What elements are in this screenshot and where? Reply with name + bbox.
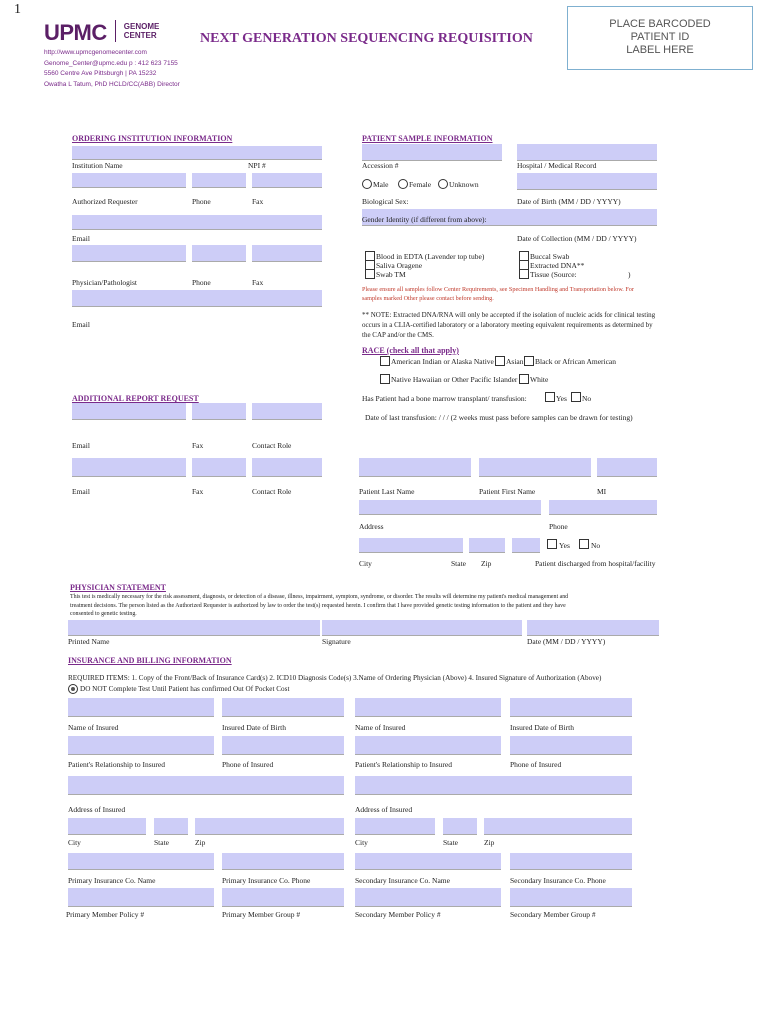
primary-group-label: Primary Member Group #: [222, 910, 301, 919]
transfusion-date-label: Date of last transfusion: / / / (2 weeks must pass before samples can be drawn for testing): [365, 413, 633, 422]
barcode-line1: PLACE BARCODED: [609, 18, 711, 30]
patient-zip-field[interactable]: [512, 538, 540, 553]
secondary-insured-name-field[interactable]: [355, 698, 501, 717]
sex-female-radio[interactable]: [398, 179, 408, 189]
physician-fax-label: Fax: [252, 278, 264, 287]
transplant-question: Has Patient had a bone marrow transplant/ transfusion:: [362, 394, 527, 403]
statement-date-field[interactable]: [527, 620, 659, 636]
primary-relationship-field[interactable]: [68, 736, 214, 755]
contact-address: 5560 Centre Ave Pittsburgh | PA 15232: [44, 70, 157, 77]
patient-sample-heading: PATIENT SAMPLE INFORMATION: [362, 134, 493, 143]
patient-phone-field[interactable]: [549, 500, 657, 515]
additional-fax1-label: Fax: [192, 441, 204, 450]
transplant-yes-label: Yes: [556, 394, 567, 403]
contact-url[interactable]: http://www.upmcgenomecenter.com: [44, 49, 147, 56]
primary-group-field[interactable]: [222, 888, 344, 907]
physician-field[interactable]: [72, 245, 186, 262]
contact-block: [44, 48, 180, 90]
requester-fax-field[interactable]: [252, 173, 322, 188]
additional-fax1-field[interactable]: [192, 403, 246, 420]
secondary-insurance-phone-label: Secondary Insurance Co. Phone: [510, 876, 606, 885]
patient-address-field[interactable]: [359, 500, 541, 515]
date-collection-label: Date of Collection (MM / DD / YYYY): [517, 234, 637, 243]
primary-insured-dob-field[interactable]: [222, 698, 344, 717]
secondary-state-field[interactable]: [443, 818, 477, 835]
primary-insured-name-field[interactable]: [68, 698, 214, 717]
additional-email2-field[interactable]: [72, 458, 186, 477]
do-not-complete-label: DO NOT Complete Test Until Patient has confirmed Out Of Pocket Cost: [80, 685, 290, 693]
sex-unknown-radio[interactable]: [438, 179, 448, 189]
barcode-label-box: [567, 6, 753, 70]
secondary-insured-phone-label: Phone of Insured: [510, 760, 562, 769]
race-white-checkbox[interactable]: [519, 374, 529, 384]
secondary-insurance-name-field[interactable]: [355, 853, 501, 870]
logo-divider: [115, 20, 116, 42]
barcode-line3: LABEL HERE: [626, 44, 694, 56]
primary-insurance-phone-label: Primary Insurance Co. Phone: [222, 876, 311, 885]
dob-label: Date of Birth (MM / DD / YYYY): [517, 197, 621, 206]
secondary-insured-address-field[interactable]: [355, 776, 632, 795]
additional-email2-label: Email: [72, 487, 90, 496]
primary-insured-phone-field[interactable]: [222, 736, 344, 755]
sex-female-label: Female: [409, 180, 432, 189]
physician-fax-field[interactable]: [252, 245, 322, 262]
patient-state-label: State: [451, 559, 466, 568]
secondary-relationship-field[interactable]: [355, 736, 501, 755]
requester-phone-field[interactable]: [192, 173, 246, 188]
buccal-label: Buccal Swab: [530, 252, 570, 261]
logo-sub2: CENTER: [123, 31, 157, 40]
primary-policy-label: Primary Member Policy #: [66, 910, 145, 919]
npi-field[interactable]: [248, 146, 322, 160]
primary-policy-field[interactable]: [68, 888, 214, 907]
sex-male-label: Male: [373, 180, 389, 189]
patient-mi-label: MI: [597, 487, 607, 496]
page-number: 1: [14, 2, 21, 17]
transplant-no-checkbox[interactable]: [571, 392, 581, 402]
patient-phone-label: Phone: [549, 522, 568, 531]
authorized-requester-field[interactable]: [72, 173, 186, 188]
physician-phone-field[interactable]: [192, 245, 246, 262]
discharged-yes-label: Yes: [559, 541, 570, 550]
secondary-insured-address-label: Address of Insured: [355, 805, 413, 814]
additional-fax2-field[interactable]: [192, 458, 246, 477]
sex-unknown-label: Unknown: [449, 180, 479, 189]
authorized-requester-label: Authorized Requester: [72, 197, 138, 206]
physician-email-field[interactable]: [72, 290, 322, 307]
phone-label: Phone: [192, 197, 211, 206]
primary-state-label: State: [154, 838, 169, 847]
logo-brand: UPMC: [44, 20, 107, 45]
contact-director: Owatha L Tatum, PhD HCLD/CC(ABB) Director: [44, 80, 180, 88]
primary-zip-field[interactable]: [195, 818, 344, 835]
gender-identity-label: Gender Identity (if different from above):: [362, 215, 487, 224]
npi-label: NPI #: [248, 161, 266, 170]
logo-sub1: GENOME: [123, 22, 160, 31]
biological-sex-label: Biological Sex:: [362, 197, 409, 206]
discharged-yes-checkbox[interactable]: [547, 539, 557, 549]
primary-city-label: City: [68, 838, 81, 847]
secondary-zip-field[interactable]: [484, 818, 632, 835]
statement-line3: consented to genetic testing.: [70, 611, 137, 617]
physician-email-label: Email: [72, 320, 90, 329]
discharged-no-label: No: [591, 541, 601, 550]
institution-name-label: Institution Name: [72, 161, 123, 170]
primary-state-field[interactable]: [154, 818, 188, 835]
dna-note-line2: occurs in a CLIA-certified laboratory or a laboratory meeting equivalent requirements as determined by: [362, 321, 653, 329]
primary-insurance-phone-field[interactable]: [222, 853, 344, 870]
hospital-record-label: Hospital / Medical Record: [517, 161, 597, 170]
physician-statement-text: [70, 593, 568, 619]
additional-role2-label: Contact Role: [252, 487, 292, 496]
race-hawaiian-checkbox[interactable]: [380, 374, 390, 384]
secondary-insured-dob-label: Insured Date of Birth: [510, 723, 574, 732]
patient-state-field[interactable]: [469, 538, 505, 553]
statement-date-label: Date (MM / DD / YYYY): [527, 637, 606, 646]
blood-edta-label: Blood in EDTA (Lavender top tube): [376, 252, 485, 261]
primary-insurance-name-label: Primary Insurance Co. Name: [68, 876, 156, 885]
transplant-no-label: No: [582, 394, 592, 403]
secondary-insured-phone-field[interactable]: [510, 736, 632, 755]
race-black-label: Black or African American: [535, 357, 617, 366]
hospital-record-field[interactable]: [517, 144, 657, 161]
page-title: NEXT GENERATION SEQUENCING REQUISITION: [200, 31, 533, 46]
sample-note-line2: samples marked Other please contact before sending.: [362, 294, 494, 302]
barcode-line2: PATIENT ID: [630, 31, 690, 43]
discharged-label: Patient discharged from hospital/facility: [535, 559, 656, 568]
patient-city-field[interactable]: [359, 538, 463, 553]
additional-role1-field[interactable]: [252, 403, 322, 420]
primary-insured-name-label: Name of Insured: [68, 723, 119, 732]
institution-name-field[interactable]: [72, 146, 248, 160]
secondary-state-label: State: [443, 838, 458, 847]
primary-insured-address-label: Address of Insured: [68, 805, 126, 814]
statement-line2: treatment decisions. The person listed as the Authorized Requester is authorized by law to order the test(s) requested herein. I confirm that I have provided genetic testing information to the patient and they have: [70, 602, 566, 609]
physician-label: Physician/Pathologist: [72, 278, 138, 287]
patient-first-name-label: Patient First Name: [479, 487, 536, 496]
secondary-insurance-name-label: Secondary Insurance Co. Name: [355, 876, 450, 885]
race-asian-checkbox[interactable]: [495, 356, 505, 366]
additional-email1-label: Email: [72, 441, 90, 450]
primary-relationship-label: Patient's Relationship to Insured: [68, 760, 165, 769]
primary-insured-phone-label: Phone of Insured: [222, 760, 274, 769]
sample-note-line1: Please ensure all samples follow Center Requirements, see Specimen Handling and Transportation below. For: [362, 286, 634, 293]
race-white-label: White: [530, 375, 549, 384]
secondary-insured-dob-field[interactable]: [510, 698, 632, 717]
accession-field[interactable]: [362, 144, 502, 161]
swab-tm-label: Swab TM: [376, 270, 406, 279]
secondary-relationship-label: Patient's Relationship to Insured: [355, 760, 452, 769]
additional-role1-label: Contact Role: [252, 441, 292, 450]
required-items-text: REQUIRED ITEMS: 1. Copy of the Front/Back of Insurance Card(s) 2. ICD10 Diagnosis Code(s) 3.Name of Ordering Physician (Above) 4. Insured Signature of Authorization (Above): [68, 674, 602, 682]
secondary-city-label: City: [355, 838, 368, 847]
primary-city-field[interactable]: [68, 818, 146, 835]
do-not-complete-radio[interactable]: [68, 684, 78, 694]
race-american-indian-checkbox[interactable]: [380, 356, 390, 366]
race-black-checkbox[interactable]: [524, 356, 534, 366]
secondary-group-label: Secondary Member Group #: [510, 910, 596, 919]
fax-label: Fax: [252, 197, 264, 206]
signature-label: Signature: [322, 637, 351, 646]
primary-zip-label: Zip: [195, 838, 206, 847]
discharged-no-checkbox[interactable]: [579, 539, 589, 549]
tissue-label: Tissue (Source:: [530, 270, 577, 279]
race-american-indian-label: American Indian or Alaska Native: [391, 357, 494, 366]
statement-line1: This test is medically necessary for the risk assessment, diagnosis, or detection of a disease, illness, impairment, symptom, syndrome, or disorder. The results will determine my patient's medical management and: [70, 594, 569, 600]
patient-city-label: City: [359, 559, 372, 568]
ordering-email-field[interactable]: [72, 215, 322, 230]
secondary-city-field[interactable]: [355, 818, 435, 835]
additional-role2-field[interactable]: [252, 458, 322, 477]
insurance-heading: INSURANCE AND BILLING INFORMATION: [68, 656, 232, 665]
secondary-insurance-phone-field[interactable]: [510, 853, 632, 870]
signature-field[interactable]: [322, 620, 522, 636]
secondary-policy-field[interactable]: [355, 888, 501, 907]
secondary-zip-label: Zip: [484, 838, 495, 847]
race-heading: RACE (check all that apply): [362, 346, 459, 355]
additional-fax2-label: Fax: [192, 487, 204, 496]
printed-name-label: Printed Name: [68, 637, 110, 646]
tissue-checkbox[interactable]: [519, 269, 529, 279]
patient-zip-label: Zip: [481, 559, 492, 568]
additional-report-heading: ADDITIONAL REPORT REQUEST: [72, 394, 199, 403]
additional-email1-field[interactable]: [72, 403, 186, 420]
primary-insured-address-field[interactable]: [68, 776, 344, 795]
transplant-yes-checkbox[interactable]: [545, 392, 555, 402]
extracted-dna-label: Extracted DNA**: [530, 261, 585, 270]
patient-first-name-field[interactable]: [479, 458, 591, 477]
sex-male-radio[interactable]: [362, 179, 372, 189]
saliva-label: Saliva Oragene: [376, 261, 423, 270]
dob-field[interactable]: [517, 173, 657, 190]
dna-note-line3: the CAP and/or the CMS.: [362, 331, 434, 339]
primary-insurance-name-field[interactable]: [68, 853, 214, 870]
patient-last-name-field[interactable]: [359, 458, 471, 477]
patient-address-label: Address: [359, 522, 384, 531]
ordering-heading: ORDERING INSTITUTION INFORMATION: [72, 134, 233, 143]
patient-last-name-label: Patient Last Name: [359, 487, 415, 496]
extracted-dna-note: [362, 310, 655, 340]
patient-mi-field[interactable]: [597, 458, 657, 477]
physician-statement-heading: PHYSICIAN STATEMENT: [70, 583, 166, 592]
race-asian-label: Asian: [506, 357, 524, 366]
secondary-insured-name-label: Name of Insured: [355, 723, 406, 732]
contact-email-phone: Genome_Center@upmc.edu p : 412 623 7155: [44, 59, 178, 67]
race-hawaiian-label: Native Hawaiian or Other Pacific Islander: [391, 375, 518, 384]
dna-note-line1: ** NOTE: Extracted DNA/RNA will only be accepted if the isolation of nucleic acids for clinical testing: [362, 311, 656, 319]
accession-label: Accession #: [362, 161, 399, 170]
sample-requirements-note: [362, 286, 662, 303]
ordering-email-label: Email: [72, 234, 90, 243]
secondary-group-field[interactable]: [510, 888, 632, 907]
upmc-logo: [44, 20, 159, 46]
secondary-policy-label: Secondary Member Policy #: [355, 910, 441, 919]
swab-tm-checkbox[interactable]: [365, 269, 375, 279]
logo-sub: [124, 22, 160, 40]
primary-insured-dob-label: Insured Date of Birth: [222, 723, 286, 732]
printed-name-field[interactable]: [68, 620, 320, 636]
tissue-close-paren: ): [628, 270, 631, 279]
physician-phone-label: Phone: [192, 278, 211, 287]
